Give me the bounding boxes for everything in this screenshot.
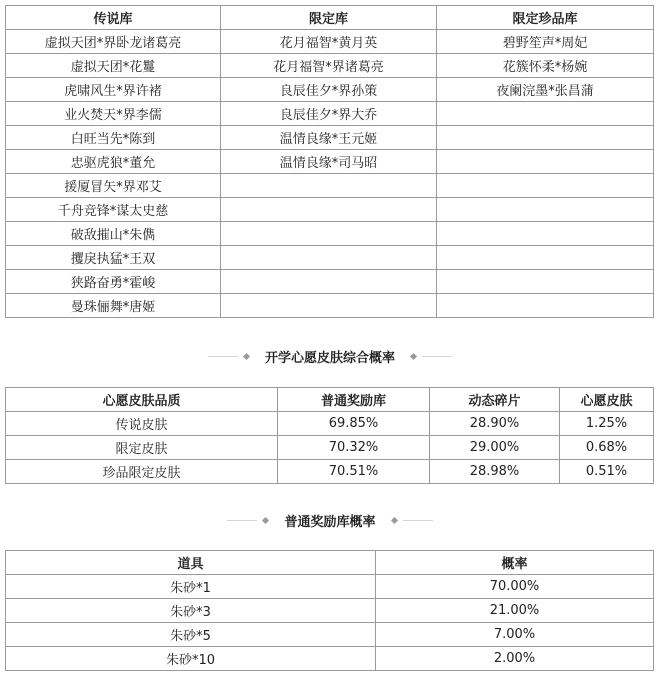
table-cell: 70.51% bbox=[278, 460, 430, 484]
table-cell: 攫戾执猛*王双 bbox=[6, 246, 221, 270]
table-cell: 29.00% bbox=[430, 436, 560, 460]
table-header-row bbox=[6, 388, 654, 412]
table-cell bbox=[437, 246, 654, 270]
table-cell: 温情良缘*司马昭 bbox=[221, 150, 437, 174]
table-row bbox=[6, 412, 654, 436]
table-cell: 千舟竞锋*谋太史慈 bbox=[6, 198, 221, 222]
table-row bbox=[6, 78, 654, 102]
table-cell: 70.00% bbox=[376, 575, 654, 599]
table-cell: 珍品限定皮肤 bbox=[6, 460, 278, 484]
table-row bbox=[6, 174, 654, 198]
reward-rate-table bbox=[5, 550, 654, 671]
diamond-bullet-icon bbox=[390, 516, 397, 523]
table-row bbox=[6, 623, 654, 647]
table-cell bbox=[437, 222, 654, 246]
header-limited-pool: 限定库 bbox=[221, 6, 437, 30]
header-legend-pool: 传说库 bbox=[6, 6, 221, 30]
table-cell: 白旺当先*陈到 bbox=[6, 126, 221, 150]
divider-line bbox=[227, 520, 257, 521]
table-cell: 曼珠俪舞*唐姬 bbox=[6, 294, 221, 318]
table-row bbox=[6, 599, 654, 623]
header-quality: 心愿皮肤品质 bbox=[6, 388, 278, 412]
table-cell: 狭路奋勇*霍峻 bbox=[6, 270, 221, 294]
divider-line bbox=[403, 520, 433, 521]
section-title-reward-rate bbox=[0, 510, 660, 530]
table-cell bbox=[221, 198, 437, 222]
skin-pool-table bbox=[5, 5, 654, 318]
table-row bbox=[6, 198, 654, 222]
table-cell: 2.00% bbox=[376, 647, 654, 671]
table-row bbox=[6, 294, 654, 318]
table-cell: 良辰佳夕*界大乔 bbox=[221, 102, 437, 126]
header-wish-skin: 心愿皮肤 bbox=[560, 388, 654, 412]
table-cell bbox=[437, 198, 654, 222]
table-cell: 忠驱虎狼*董允 bbox=[6, 150, 221, 174]
table-row bbox=[6, 647, 654, 671]
table-cell bbox=[437, 174, 654, 198]
table-cell: 花簇怀柔*杨婉 bbox=[437, 54, 654, 78]
table-cell bbox=[437, 270, 654, 294]
table-cell: 朱砂*10 bbox=[6, 647, 376, 671]
table-cell: 21.00% bbox=[376, 599, 654, 623]
table-row bbox=[6, 575, 654, 599]
section-title-text: 开学心愿皮肤综合概率 bbox=[264, 350, 395, 366]
table-row bbox=[6, 150, 654, 174]
table-cell bbox=[221, 246, 437, 270]
table-cell bbox=[437, 294, 654, 318]
table-header-row bbox=[6, 551, 654, 575]
table-cell: 限定皮肤 bbox=[6, 436, 278, 460]
table-cell: 虚拟天团*花鬘 bbox=[6, 54, 221, 78]
table-row bbox=[6, 460, 654, 484]
diamond-bullet-icon bbox=[243, 352, 250, 359]
table-row bbox=[6, 270, 654, 294]
table-cell: 夜阑浣墨*张昌蒲 bbox=[437, 78, 654, 102]
wish-rate-table bbox=[5, 387, 654, 484]
table-cell: 良辰佳夕*界孙策 bbox=[221, 78, 437, 102]
table-cell: 69.85% bbox=[278, 412, 430, 436]
table-cell bbox=[221, 270, 437, 294]
table-cell: 花月福智*黄月英 bbox=[221, 30, 437, 54]
table-row bbox=[6, 222, 654, 246]
table-cell: 破敌摧山*朱儁 bbox=[6, 222, 221, 246]
table-cell bbox=[221, 222, 437, 246]
header-dynamic-fragment: 动态碎片 bbox=[430, 388, 560, 412]
divider-line bbox=[422, 356, 452, 357]
table-cell: 1.25% bbox=[560, 412, 654, 436]
table-row bbox=[6, 54, 654, 78]
table-cell: 虎啸风生*界许褚 bbox=[6, 78, 221, 102]
header-probability: 概率 bbox=[376, 551, 654, 575]
table-cell bbox=[221, 174, 437, 198]
table-cell: 花月福智*界诸葛亮 bbox=[221, 54, 437, 78]
table-cell: 70.32% bbox=[278, 436, 430, 460]
table-cell: 28.98% bbox=[430, 460, 560, 484]
table-cell bbox=[437, 102, 654, 126]
table-row bbox=[6, 30, 654, 54]
table-cell: 温情良缘*王元姬 bbox=[221, 126, 437, 150]
table-cell: 传说皮肤 bbox=[6, 412, 278, 436]
table-cell: 28.90% bbox=[430, 412, 560, 436]
table-cell bbox=[221, 294, 437, 318]
table-row bbox=[6, 102, 654, 126]
table-cell: 朱砂*1 bbox=[6, 575, 376, 599]
divider-line bbox=[208, 356, 238, 357]
table-cell: 朱砂*5 bbox=[6, 623, 376, 647]
table-row bbox=[6, 436, 654, 460]
table-cell bbox=[437, 150, 654, 174]
table-cell: 朱砂*3 bbox=[6, 599, 376, 623]
table-cell: 业火焚天*界李儒 bbox=[6, 102, 221, 126]
table-cell bbox=[437, 126, 654, 150]
header-item: 道具 bbox=[6, 551, 376, 575]
table-row bbox=[6, 126, 654, 150]
table-cell: 碧野笙声*周妃 bbox=[437, 30, 654, 54]
table-cell: 0.51% bbox=[560, 460, 654, 484]
section-title-text: 普通奖励库概率 bbox=[284, 514, 376, 530]
diamond-bullet-icon bbox=[410, 352, 417, 359]
table-cell: 7.00% bbox=[376, 623, 654, 647]
table-cell: 虚拟天团*界卧龙诸葛亮 bbox=[6, 30, 221, 54]
table-row bbox=[6, 246, 654, 270]
header-normal-reward: 普通奖励库 bbox=[278, 388, 430, 412]
diamond-bullet-icon bbox=[262, 516, 269, 523]
table-header-row bbox=[6, 6, 654, 30]
section-title-wish-rate bbox=[0, 346, 660, 366]
table-cell: 援厦冒矢*界邓艾 bbox=[6, 174, 221, 198]
table-cell: 0.68% bbox=[560, 436, 654, 460]
header-rare-limited-pool: 限定珍品库 bbox=[437, 6, 654, 30]
